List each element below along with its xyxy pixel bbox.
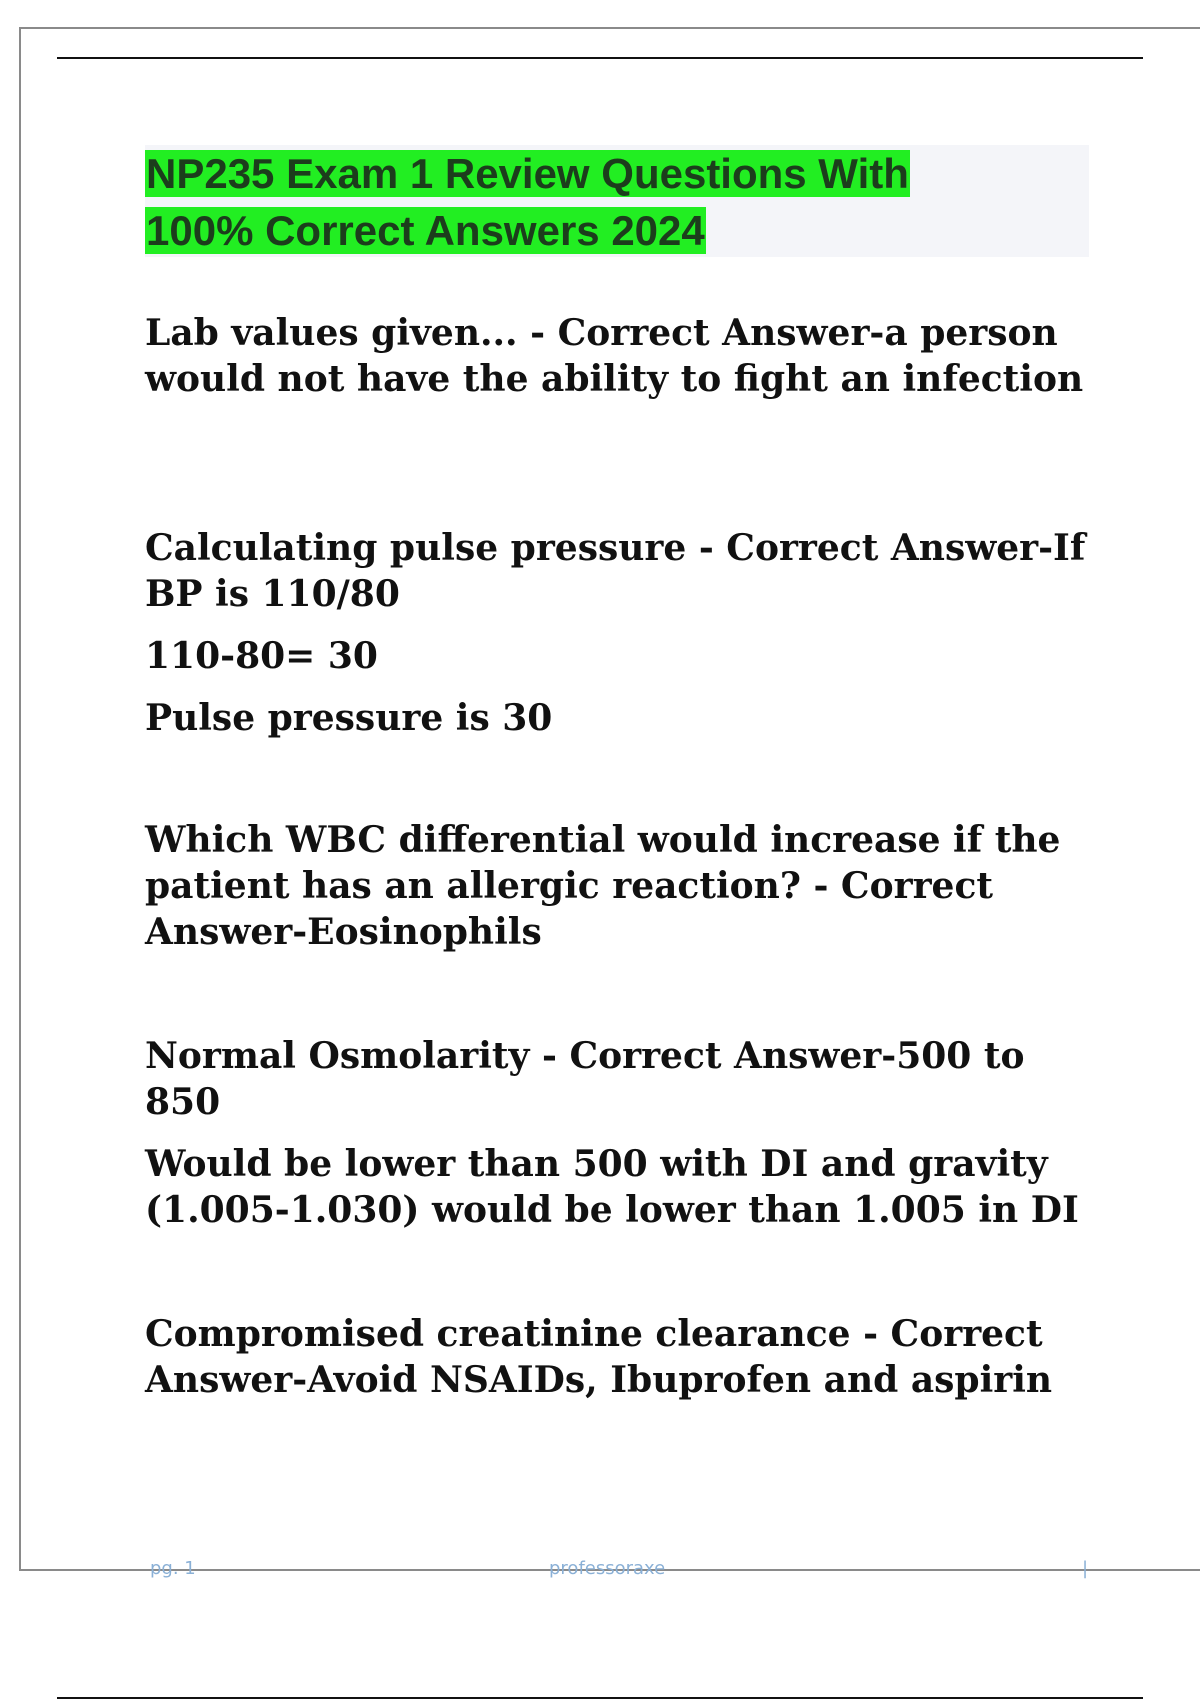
qa-text: Compromised creatinine clearance - Correct Answer-Avoid NSAIDs, Ibuprofen and aspirin bbox=[145, 1313, 1053, 1401]
title-line-1: NP235 Exam 1 Review Questions With bbox=[146, 150, 909, 197]
qa-text: Which WBC differential would increase if the patient has an allergic reaction? - Correct Answer-Eosinophils bbox=[145, 819, 1061, 953]
qa-text: Would be lower than 500 with DI and gravity (1.005-1.030) would be lower than 1.005 in DI bbox=[145, 1143, 1079, 1231]
qa-text: 110-80= 30 bbox=[145, 635, 378, 677]
qa-text: Normal Osmolarity - Correct Answer-500 to 850 bbox=[145, 1035, 1025, 1123]
page-number: pg. 1 bbox=[150, 1558, 196, 1579]
qa-item bbox=[145, 817, 1095, 1033]
footer-brand: professoraxe bbox=[549, 1558, 666, 1579]
qa-item bbox=[145, 1311, 1095, 1403]
qa-item bbox=[145, 525, 1095, 817]
qa-list bbox=[145, 310, 1095, 1403]
qa-text: Calculating pulse pressure - Correct Answer-If BP is 110/80 bbox=[145, 527, 1086, 615]
qa-text: Pulse pressure is 30 bbox=[145, 697, 553, 739]
qa-item bbox=[145, 1033, 1095, 1311]
title-line-2: 100% Correct Answers 2024 bbox=[146, 207, 705, 254]
qa-item bbox=[145, 310, 1095, 525]
footer-separator: | bbox=[1082, 1558, 1089, 1579]
title-block bbox=[145, 145, 1089, 257]
bottom-rule bbox=[57, 1697, 1143, 1699]
qa-text: Lab values given... - Correct Answer-a person would not have the ability to fight an infection bbox=[145, 312, 1084, 400]
top-rule bbox=[57, 57, 1143, 59]
document-title bbox=[145, 145, 1089, 259]
page-footer bbox=[0, 1558, 1200, 1588]
